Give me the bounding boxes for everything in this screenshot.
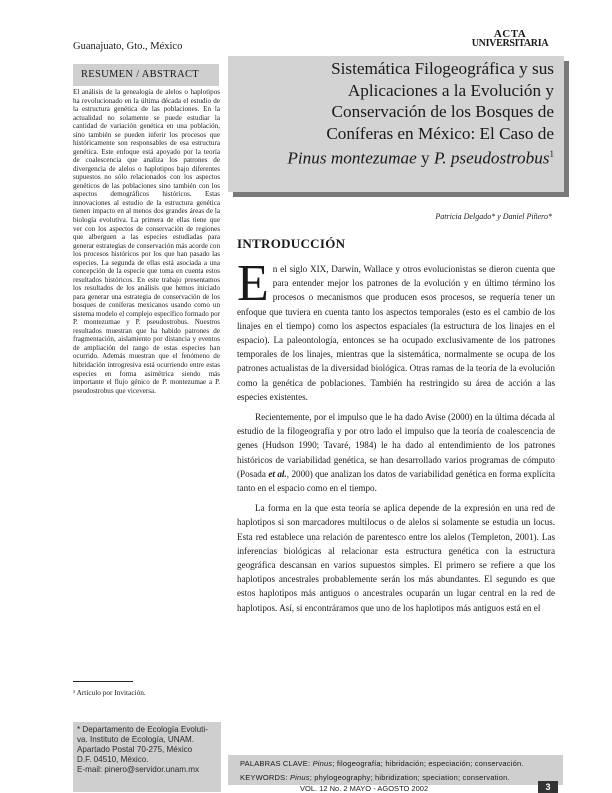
drop-cap: E <box>237 255 269 312</box>
paragraph-2-text-a: Recientemente, por el impulso que le ha dado Avise (2000) en la última década al estudio de la filogeografía y por otro lado el impulso que la teoría de coalescencia de genes (Hudson 1990; Tavaré, 1984) le ha dado al entendimiento de los patrones históricos de variabilidad genética, se han desarrollado varios programas de cómputo (Posada <box>237 412 555 479</box>
logo-line-2: UNIVERSITARIA <box>471 38 549 49</box>
paragraph-2-text-b: , 2000) que analizan los datos de variabilidad genética en forma explícita tanto en el espacio como en el tiempo. <box>237 468 555 494</box>
issue-footer: VOL. 12 No. 2 MAYO - AGOSTO 2002 <box>300 784 429 793</box>
paragraph-1-text: n el siglo XIX, Darwin, Wallace y otros evolucionistas se dieron cuenta que para entender mejor los patrones de la evolución y en último término los procesos o mecanismos que producen esos procesos, se requería tener un enfoque que tuviera en cuenta tanto los aspectos temporales (esto es el cambio de los linajes en el tiempo) como los aspectos espaciales (la estructura de los linajes en el espacio). La paleontología, entonces se ha ocupado exclusivamente de los patrones temporales de los linajes, mientras que la sistemática, normalmente se ocupa de los patrones actualistas de la diversidad biológica. Otras ramas de la teoría de la evolución como la genética de poblaciones. También ha restringido su área de acción a las especies existentes. <box>237 264 555 402</box>
abstract-label-box <box>73 64 219 86</box>
keywords-en-genus: Pinus <box>289 773 310 782</box>
et-al: et al. <box>268 468 287 479</box>
article-title <box>228 56 562 194</box>
affiliation-line: D.F. 04510, México. <box>77 755 149 764</box>
affiliation-line: * Departamento de Ecología Evoluti- <box>77 725 208 734</box>
keywords-en <box>240 773 510 782</box>
page-number: 3 <box>538 781 558 793</box>
title-footnote-mark: 1 <box>549 149 554 159</box>
title-line: Conservación de los Bosques de <box>331 102 554 121</box>
paragraph-1 <box>237 255 555 404</box>
section-heading: INTRODUCCIÓN <box>237 236 346 251</box>
keywords-es-text: ; filogeografía; hibridación; especiación; conservación. <box>332 759 524 768</box>
affiliation-line: Apartado Postal 70-275, México <box>77 745 193 754</box>
keywords-es-genus: Pinus <box>312 759 333 768</box>
abstract-label: RESUMEN / ABSTRACT <box>81 69 200 80</box>
title-line: Coníferas en México: El Caso de <box>326 123 554 143</box>
keywords-es <box>240 759 524 768</box>
title-species-1: Pinus montezumae <box>287 148 417 168</box>
title-species-2: P. pseudostrobus <box>433 148 550 168</box>
authors: Patricia Delgado* y Daniel Piñero* <box>435 212 552 221</box>
affiliation-email: E-mail: pinero@servidor.unam.mx <box>77 765 200 774</box>
location-header: Guanajuato, Gto., México <box>73 41 183 52</box>
title-line <box>228 144 554 169</box>
affiliation-line: va. Instituto de Ecología, UNAM. <box>77 735 194 744</box>
footnote: ¹ Artículo por Invitación. <box>73 688 146 697</box>
keywords-es-label: PALABRAS CLAVE: <box>240 759 311 768</box>
abstract-text: El análisis de la genealogía de alelos o haplotipos ha revolucionado en la última década el estudio de la estructura genética de las poblaciones. En la actualidad no solamente se puede estudiar la cantidad de variación genética en una población, sino también se pueden inferir los procesos que históricamente son responsables de esa estructura genética. Este enfoque está apoyado por la teoría de coalescencia que analiza los patrones de divergencia de alelos o haplotipos bajo diferentes supuestos no sólo relacionados con los aspectos genéticos de las poblaciones sino también con los aspectos demográficos históricos. Estas innovaciones al estudio de la estructura genética tienen impacto en al menos dos grandes áreas de la biología evolutiva. La primera de ellas tiene que ver con los aspectos de conservación de regiones que alberguen a las especies estudiadas para generar estrategias de conservación más acorde con los procesos históricos por los que han pasado las especies. La segunda de ellas está asociada a una concepción de la especie que toma en cuenta estos resultados históricos. En este trabajo presentamos los resultados de los análisis que hemos iniciado para generar una estrategia de conservación de los bosques de coníferas mexicanos usando como un sistema modelo el complejo específico formado por P. montezumae y P. pseudostrobus. Nuestros resultados muestran que ha habido patrones de fragmentación, aislamiento por distancia y eventos de ampliación del rango de estas especies han ocurrido. Además muestran que el fenómeno de hibridación introgresiva está ocurriendo entre estas especies en forma asimétrica siendo más importante el flujo génico de P. montezumae a P. pseudostrobus que viceversa. <box>73 88 220 395</box>
title-conjunction: y <box>416 148 434 168</box>
paragraph-3: La forma en la que esta teoría se aplica depende de la expresión en una red de haplotipos si son marcadores multilocus o de alelos si solamente se estudia un locus. Esta red establece una relación de parentesco entre los alelos (Templeton, 2001). Las inferencias biológicas al relacionar esta estructura genética con la estructura geográfica descansan en varios supuestos simples. El primero se refiere a que los haplotipos ancestrales probablemente serán los más abundantes. El segundo es que estos haplotipos más antiguos o ancestrales ocuparán un lugar central en la red de haplotipos. Así, si encontráramos que uno de los haplotipos más antiguos está en el <box>237 503 555 613</box>
keywords-en-label: KEYWORDS: <box>240 773 288 782</box>
abstract-column <box>73 88 220 395</box>
paragraph-2 <box>237 410 555 495</box>
title-line: Sistemática Filogeográfica y sus <box>331 59 554 78</box>
journal-logo <box>470 30 550 48</box>
logo-line-1: ACTA <box>493 28 527 40</box>
footnote-rule <box>73 681 133 682</box>
keywords-en-text: ; phylogeography; hibridization; speciation; conservation. <box>309 773 510 782</box>
title-line: Aplicaciones a la Evolución y <box>347 80 554 100</box>
body-column <box>237 255 555 621</box>
affiliation <box>77 725 219 775</box>
